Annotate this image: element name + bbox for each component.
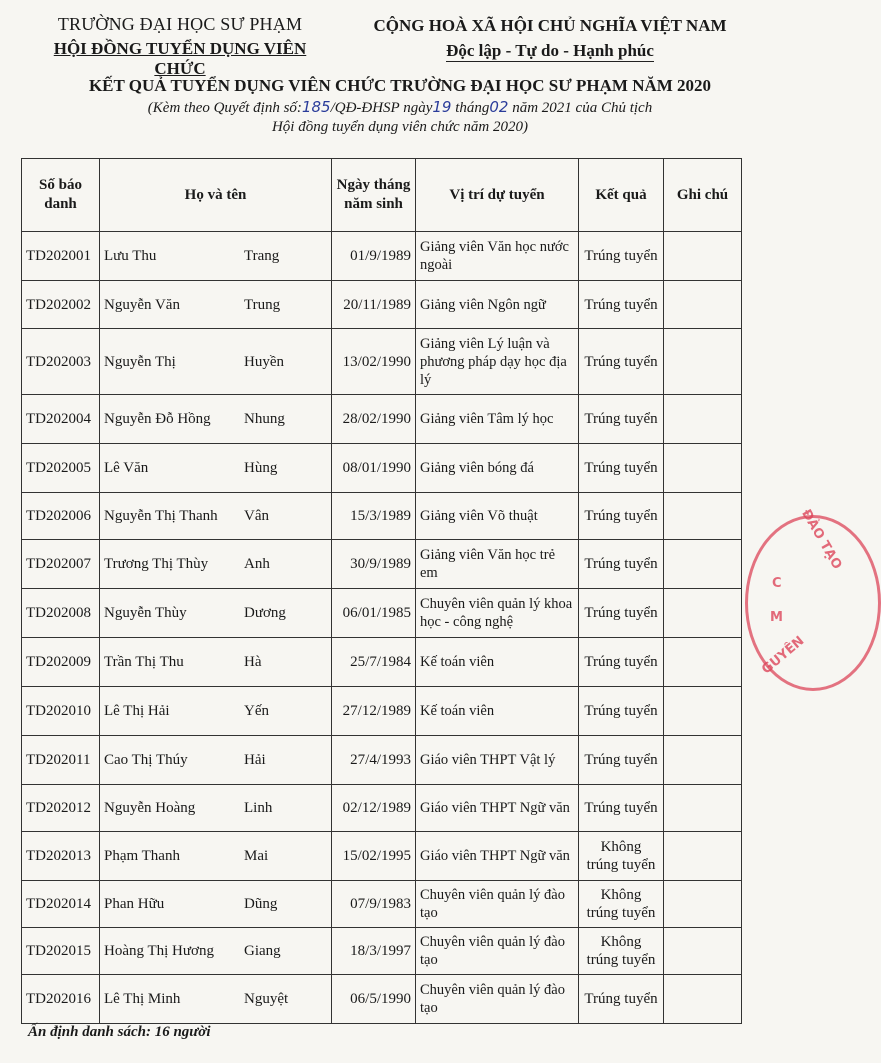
- table-row: [22, 232, 742, 281]
- candidate-name: [100, 736, 332, 785]
- birth-date: 27/4/1993: [332, 736, 416, 785]
- result: Trúng tuyển: [579, 395, 664, 444]
- result: Trúng tuyển: [579, 281, 664, 329]
- candidate-number: TD202016: [22, 975, 100, 1024]
- applied-position: Giáo viên THPT Ngữ văn: [416, 832, 579, 881]
- note: [664, 444, 742, 493]
- candidate-name: [100, 444, 332, 493]
- candidate-name: [100, 395, 332, 444]
- note: [664, 540, 742, 589]
- table-row: [22, 493, 742, 540]
- applied-position: Giảng viên Văn học trẻ em: [416, 540, 579, 589]
- note: [664, 975, 742, 1024]
- table-header-row: [22, 159, 742, 232]
- table-row: [22, 928, 742, 975]
- family-and-middle-name: Nguyễn Thị Thanh: [104, 508, 218, 524]
- col-header-name: Họ và tên: [100, 159, 332, 232]
- family-and-middle-name: Lê Thị Hải: [104, 703, 170, 719]
- table-row: [22, 638, 742, 687]
- result: Trúng tuyển: [579, 540, 664, 589]
- family-and-middle-name: Nguyễn Đỗ Hồng: [104, 411, 211, 427]
- table-row: [22, 687, 742, 736]
- candidate-number: TD202008: [22, 589, 100, 638]
- applied-position: Giảng viên Văn học nước ngoài: [416, 232, 579, 281]
- result: Trúng tuyển: [579, 329, 664, 395]
- given-name: Huyền: [244, 353, 284, 370]
- birth-date: 08/01/1990: [332, 444, 416, 493]
- birth-date: 18/3/1997: [332, 928, 416, 975]
- candidate-number: TD202009: [22, 638, 100, 687]
- given-name: Dũng: [244, 896, 278, 912]
- note: [664, 638, 742, 687]
- applied-position: Chuyên viên quản lý đào tạo: [416, 975, 579, 1024]
- family-and-middle-name: Lưu Thu: [104, 248, 157, 264]
- given-name: Trung: [244, 296, 281, 313]
- national-motto: Độc lập - Tự do - Hạnh phúc: [446, 41, 654, 60]
- birth-date: 02/12/1989: [332, 785, 416, 832]
- result: Trúng tuyển: [579, 785, 664, 832]
- applied-position: Kế toán viên: [416, 687, 579, 736]
- candidate-name: [100, 540, 332, 589]
- university-name: TRƯỜNG ĐẠI HỌC SƯ PHẠM: [57, 14, 303, 34]
- note: [664, 928, 742, 975]
- birth-date: 15/3/1989: [332, 493, 416, 540]
- given-name: Trang: [244, 248, 280, 264]
- result: Không trúng tuyển: [579, 928, 664, 975]
- birth-date: 28/02/1990: [332, 395, 416, 444]
- note: [664, 687, 742, 736]
- candidate-number: TD202002: [22, 281, 100, 329]
- applied-position: Chuyên viên quản lý đào tạo: [416, 881, 579, 928]
- candidate-number: TD202011: [22, 736, 100, 785]
- candidate-number: TD202012: [22, 785, 100, 832]
- family-and-middle-name: Nguyễn Thùy: [104, 605, 187, 621]
- result: Trúng tuyển: [579, 975, 664, 1024]
- result: Trúng tuyển: [579, 589, 664, 638]
- table-row: [22, 329, 742, 395]
- family-and-middle-name: Nguyễn Thị: [104, 353, 176, 370]
- candidate-number: TD202013: [22, 832, 100, 881]
- note: [664, 785, 742, 832]
- birth-date: 25/7/1984: [332, 638, 416, 687]
- note: [664, 395, 742, 444]
- given-name: Dương: [244, 605, 286, 621]
- candidate-name: [100, 687, 332, 736]
- candidate-number: TD202014: [22, 881, 100, 928]
- candidate-number: TD202010: [22, 687, 100, 736]
- family-and-middle-name: Trần Thị Thu: [104, 654, 184, 670]
- birth-date: 06/5/1990: [332, 975, 416, 1024]
- note: [664, 493, 742, 540]
- table-row: [22, 444, 742, 493]
- table-row: [22, 785, 742, 832]
- given-name: Mai: [244, 848, 269, 864]
- applied-position: Chuyên viên quản lý đào tạo: [416, 928, 579, 975]
- result: Trúng tuyển: [579, 736, 664, 785]
- birth-date: 07/9/1983: [332, 881, 416, 928]
- candidate-name: [100, 832, 332, 881]
- candidate-name: [100, 785, 332, 832]
- issuing-organization: [30, 14, 330, 79]
- note: [664, 281, 742, 329]
- candidate-number: TD202001: [22, 232, 100, 281]
- note: [664, 329, 742, 395]
- council-name: HỘI ĐỒNG TUYỂN DỤNG VIÊN CHỨC: [53, 39, 307, 78]
- candidate-number: TD202007: [22, 540, 100, 589]
- given-name: Yến: [244, 703, 269, 719]
- note: [664, 881, 742, 928]
- candidate-number: TD202015: [22, 928, 100, 975]
- col-header-sbd: Số báo danh: [22, 159, 100, 232]
- table-row: [22, 975, 742, 1024]
- candidate-name: [100, 589, 332, 638]
- national-header: [360, 16, 740, 62]
- family-and-middle-name: Phạm Thanh: [104, 848, 180, 864]
- candidate-name: [100, 928, 332, 975]
- note: [664, 832, 742, 881]
- applied-position: Chuyên viên quản lý khoa học - công nghệ: [416, 589, 579, 638]
- candidate-number: TD202005: [22, 444, 100, 493]
- birth-date: 20/11/1989: [332, 281, 416, 329]
- applied-position: Giảng viên Võ thuật: [416, 493, 579, 540]
- given-name: Vân: [244, 508, 269, 524]
- decision-month: 02: [489, 98, 509, 116]
- result: Trúng tuyển: [579, 638, 664, 687]
- result: Không trúng tuyển: [579, 832, 664, 881]
- document-title: KẾT QUẢ TUYỂN DỤNG VIÊN CHỨC TRƯỜNG ĐẠI HỌC SƯ PHẠM NĂM 2020: [88, 76, 712, 95]
- family-and-middle-name: Hoàng Thị Hương: [104, 943, 214, 959]
- candidate-name: [100, 638, 332, 687]
- candidate-name: [100, 329, 332, 395]
- family-and-middle-name: Lê Thị Minh: [104, 991, 181, 1007]
- candidate-number: TD202003: [22, 329, 100, 395]
- birth-date: 13/02/1990: [332, 329, 416, 395]
- candidate-name: [100, 281, 332, 329]
- table-row: [22, 832, 742, 881]
- table-row: [22, 281, 742, 329]
- col-header-position: Vị trí dự tuyển: [416, 159, 579, 232]
- candidate-number: TD202004: [22, 395, 100, 444]
- family-and-middle-name: Lê Văn: [104, 460, 149, 476]
- table-row: [22, 881, 742, 928]
- birth-date: 01/9/1989: [332, 232, 416, 281]
- given-name: Hà: [244, 654, 262, 670]
- applied-position: Kế toán viên: [416, 638, 579, 687]
- given-name: Linh: [244, 800, 273, 816]
- col-header-dob: Ngày tháng năm sinh: [332, 159, 416, 232]
- given-name: Hải: [244, 752, 266, 768]
- table-row: [22, 540, 742, 589]
- birth-date: 06/01/1985: [332, 589, 416, 638]
- given-name: Giang: [244, 943, 281, 959]
- applied-position: Giáo viên THPT Vật lý: [416, 736, 579, 785]
- result: Trúng tuyển: [579, 687, 664, 736]
- family-and-middle-name: Nguyễn Văn: [104, 296, 180, 313]
- birth-date: 30/9/1989: [332, 540, 416, 589]
- official-seal: ĐÀO TẠO C M GUYÊN: [745, 515, 881, 691]
- applied-position: Giảng viên bóng đá: [416, 444, 579, 493]
- results-table: [21, 158, 742, 1024]
- note: [664, 589, 742, 638]
- candidate-number: TD202006: [22, 493, 100, 540]
- decision-reference-line2: Hội đồng tuyển dụng viên chức năm 2020): [271, 119, 529, 135]
- birth-date: 27/12/1989: [332, 687, 416, 736]
- result: Trúng tuyển: [579, 232, 664, 281]
- applied-position: Giảng viên Lý luận và phương pháp dạy học địa lý: [416, 329, 579, 395]
- note: [664, 736, 742, 785]
- birth-date: 15/02/1995: [332, 832, 416, 881]
- result: Không trúng tuyển: [579, 881, 664, 928]
- note: [664, 232, 742, 281]
- applied-position: Giáo viên THPT Ngữ văn: [416, 785, 579, 832]
- given-name: Nhung: [244, 411, 285, 427]
- result: Trúng tuyển: [579, 493, 664, 540]
- candidate-name: [100, 881, 332, 928]
- table-row: [22, 395, 742, 444]
- given-name: Nguyệt: [244, 991, 289, 1007]
- candidate-name: [100, 232, 332, 281]
- table-row: [22, 589, 742, 638]
- decision-day: 19: [432, 98, 452, 116]
- family-and-middle-name: Trương Thị Thùy: [104, 556, 209, 572]
- family-and-middle-name: Nguyễn Hoàng: [104, 800, 196, 816]
- family-and-middle-name: Phan Hữu: [104, 896, 165, 912]
- candidate-name: [100, 493, 332, 540]
- col-header-note: Ghi chú: [664, 159, 742, 232]
- decision-number: 185: [301, 98, 331, 116]
- given-name: Anh: [244, 556, 270, 572]
- applied-position: Giảng viên Ngôn ngữ: [416, 281, 579, 329]
- table-row: [22, 736, 742, 785]
- list-total: Ấn định danh sách: 16 người: [28, 1024, 211, 1040]
- decision-reference: (Kèm theo Quyết định số:185/QĐ-ĐHSP ngày19 tháng02 năm 2021 của Chủ tịch: [147, 98, 653, 116]
- col-header-result: Kết quả: [579, 159, 664, 232]
- candidate-name: [100, 975, 332, 1024]
- applied-position: Giảng viên Tâm lý học: [416, 395, 579, 444]
- given-name: Hùng: [244, 460, 278, 476]
- result: Trúng tuyển: [579, 444, 664, 493]
- family-and-middle-name: Cao Thị Thúy: [104, 752, 188, 768]
- country-name: CỘNG HOÀ XÃ HỘI CHỦ NGHĨA VIỆT NAM: [373, 16, 727, 35]
